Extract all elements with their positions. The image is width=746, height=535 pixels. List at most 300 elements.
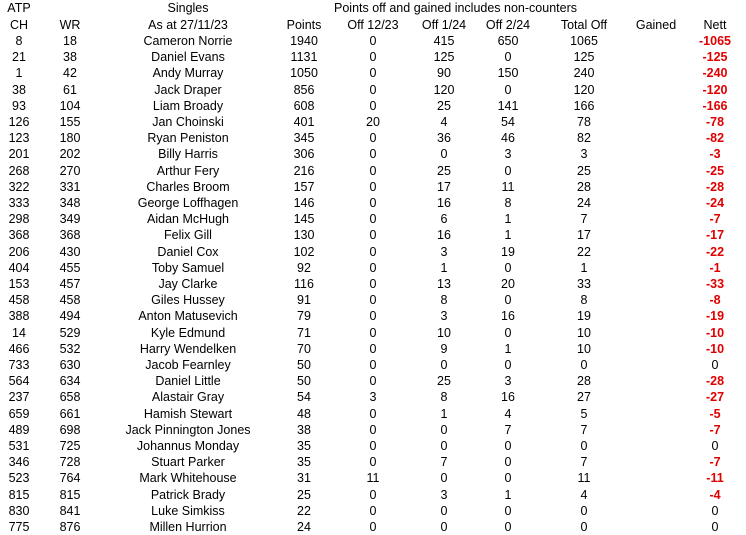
- cell-points: 157: [293, 179, 315, 194]
- table-row: [0, 65, 746, 81]
- cell-nett: -28: [705, 374, 725, 389]
- cell-off-2-24: 3: [504, 147, 512, 162]
- cell-nett: -10: [705, 341, 725, 356]
- points-note: Points off and gained includes non-counters: [334, 1, 577, 15]
- table-row: [0, 454, 746, 470]
- table-row: [0, 276, 746, 292]
- cell-total-off: 120: [573, 82, 595, 97]
- cell-ch: 775: [8, 520, 30, 535]
- cell-off-1-24: 10: [437, 325, 451, 340]
- table-row: [0, 487, 746, 503]
- cell-points: 35: [297, 455, 311, 470]
- cell-gained: [628, 195, 684, 211]
- cell-player-name: Daniel Cox: [157, 244, 219, 259]
- table-row: [0, 389, 746, 405]
- cell-off-12-23: 0: [369, 455, 377, 470]
- cell-off-2-24: 54: [501, 115, 515, 130]
- cell-off-1-24: 16: [437, 196, 451, 211]
- cell-off-2-24: 0: [504, 503, 512, 518]
- cell-total-off: 1065: [570, 34, 598, 48]
- cell-player-name: Ryan Peniston: [147, 131, 229, 146]
- table-row: [0, 373, 746, 389]
- table-row: [0, 211, 746, 227]
- cell-off-12-23: 0: [369, 260, 377, 275]
- cell-gained: [628, 519, 684, 535]
- cell-points: 345: [293, 131, 315, 146]
- cell-player-name: Arthur Fery: [156, 163, 220, 178]
- cell-points: 48: [297, 406, 311, 421]
- cell-wr: 455: [59, 260, 81, 275]
- cell-off-12-23: 0: [369, 406, 377, 421]
- cell-wr: 202: [59, 147, 81, 162]
- cell-wr: 725: [59, 439, 81, 454]
- table-row: [0, 438, 746, 454]
- cell-gained: [628, 211, 684, 227]
- cell-off-12-23: 0: [369, 439, 377, 454]
- cell-nett: -22: [705, 244, 725, 259]
- cell-total-off: 7: [580, 212, 588, 227]
- cell-player-name: Anton Matusevich: [138, 309, 238, 324]
- cell-ch: 201: [8, 147, 30, 162]
- cell-ch: 368: [8, 228, 30, 243]
- cell-nett: 0: [711, 520, 719, 535]
- cell-off-2-24: 0: [504, 520, 512, 535]
- cell-wr: 61: [63, 82, 77, 97]
- cell-nett: -1: [709, 260, 721, 275]
- cell-nett: -28: [705, 179, 725, 194]
- cell-off-2-24: 0: [504, 82, 512, 97]
- cell-points: 116: [294, 277, 314, 292]
- cell-total-off: 0: [580, 520, 588, 535]
- col-ch: CH: [9, 17, 29, 32]
- table-row: [0, 292, 746, 308]
- cell-points: 306: [293, 147, 315, 162]
- cell-nett: -120: [702, 82, 728, 97]
- table-row: [0, 195, 746, 211]
- cell-off-2-24: 8: [504, 196, 512, 211]
- cell-off-2-24: 0: [504, 439, 512, 454]
- cell-wr: 764: [59, 471, 81, 486]
- cell-player-name: Luke Simkiss: [151, 503, 225, 518]
- cell-wr: 104: [59, 98, 81, 113]
- cell-off-1-24: 25: [437, 163, 451, 178]
- cell-points: 31: [297, 471, 311, 486]
- table-row: [0, 82, 746, 98]
- cell-off-1-24: 7: [440, 455, 448, 470]
- cell-total-off: 1: [580, 260, 588, 275]
- cell-off-1-24: 125: [433, 50, 455, 65]
- cell-total-off: 0: [580, 439, 588, 454]
- cell-ch: 466: [8, 341, 30, 356]
- cell-total-off: 3: [580, 147, 588, 162]
- cell-nett: -27: [705, 390, 725, 405]
- cell-off-1-24: 415: [433, 34, 455, 48]
- cell-wr: 18: [63, 34, 77, 48]
- cell-points: 401: [293, 115, 315, 130]
- cell-off-12-23: 0: [369, 34, 377, 48]
- table-row: [0, 519, 746, 535]
- cell-total-off: 0: [580, 503, 588, 518]
- cell-points: 1131: [290, 50, 318, 65]
- cell-off-12-23: 0: [369, 163, 377, 178]
- cell-off-12-23: 0: [369, 309, 377, 324]
- cell-player-name: Billy Harris: [158, 147, 218, 162]
- col-off-2-24: Off 2/24: [485, 17, 531, 32]
- cell-total-off: 19: [577, 309, 591, 324]
- cell-player-name: Stuart Parker: [151, 455, 225, 470]
- cell-nett: -11: [706, 471, 724, 486]
- cell-points: 216: [293, 163, 315, 178]
- cell-gained: [628, 33, 684, 49]
- cell-ch: 346: [8, 455, 30, 470]
- cell-off-1-24: 0: [440, 503, 448, 518]
- cell-off-12-23: 0: [369, 422, 377, 437]
- cell-gained: [628, 146, 684, 162]
- cell-nett: -3: [709, 147, 721, 162]
- cell-points: 50: [297, 358, 311, 373]
- cell-nett: -5: [709, 406, 721, 421]
- cell-ch: 206: [8, 244, 30, 259]
- cell-wr: 270: [59, 163, 81, 178]
- cell-ch: 8: [15, 34, 23, 48]
- cell-total-off: 166: [573, 98, 595, 113]
- col-gained: Gained: [635, 17, 677, 32]
- cell-player-name: Jack Draper: [154, 82, 222, 97]
- cell-player-name: Alastair Gray: [151, 390, 225, 405]
- cell-off-1-24: 0: [440, 471, 448, 486]
- cell-off-12-23: 0: [369, 98, 377, 113]
- cell-player-name: Liam Broady: [152, 98, 224, 113]
- cell-points: 70: [297, 341, 311, 356]
- cell-off-1-24: 6: [440, 212, 448, 227]
- cell-total-off: 7: [580, 422, 588, 437]
- cell-ch: 126: [8, 115, 30, 130]
- cell-wr: 38: [63, 50, 77, 65]
- cell-ch: 322: [8, 179, 30, 194]
- cell-off-2-24: 1: [504, 212, 512, 227]
- cell-nett: -240: [702, 66, 728, 81]
- cell-total-off: 240: [573, 66, 595, 81]
- cell-points: 102: [293, 244, 315, 259]
- cell-off-2-24: 1: [504, 341, 512, 356]
- cell-points: 91: [297, 293, 311, 308]
- cell-off-2-24: 3: [504, 374, 512, 389]
- cell-off-2-24: 0: [504, 455, 512, 470]
- cell-total-off: 8: [580, 293, 588, 308]
- cell-off-2-24: 11: [501, 179, 515, 194]
- singles-label: Singles: [167, 1, 209, 15]
- cell-points: 25: [297, 487, 311, 502]
- cell-points: 79: [297, 309, 311, 324]
- cell-ch: 237: [8, 390, 30, 405]
- cell-off-1-24: 3: [440, 244, 448, 259]
- cell-wr: 457: [59, 277, 81, 292]
- cell-nett: -78: [705, 115, 725, 130]
- cell-off-1-24: 13: [437, 277, 451, 292]
- cell-wr: 728: [59, 455, 81, 470]
- header-row-top: [0, 0, 746, 17]
- cell-off-1-24: 1: [440, 260, 448, 275]
- table-row: [0, 130, 746, 146]
- table-row: [0, 325, 746, 341]
- cell-player-name: Jay Clarke: [158, 277, 218, 292]
- table-row: [0, 260, 746, 276]
- cell-total-off: 28: [577, 374, 591, 389]
- cell-nett: -4: [709, 487, 721, 502]
- cell-off-1-24: 0: [440, 422, 448, 437]
- cell-gained: [628, 82, 684, 98]
- header-row-columns: [0, 17, 746, 34]
- cell-nett: -33: [705, 277, 725, 292]
- table-row: [0, 146, 746, 162]
- cell-nett: -166: [702, 98, 728, 113]
- cell-total-off: 25: [577, 163, 591, 178]
- cell-gained: [628, 487, 684, 503]
- col-wr: WR: [59, 17, 81, 32]
- cell-wr: 180: [59, 131, 81, 146]
- cell-total-off: 7: [580, 455, 588, 470]
- cell-total-off: 27: [577, 390, 591, 405]
- cell-nett: -7: [709, 422, 721, 437]
- cell-total-off: 22: [577, 244, 591, 259]
- cell-gained: [628, 373, 684, 389]
- cell-ch: 21: [12, 50, 26, 65]
- cell-off-12-23: 0: [369, 131, 377, 146]
- cell-total-off: 33: [577, 277, 591, 292]
- table-row: [0, 33, 746, 49]
- cell-total-off: 24: [577, 196, 591, 211]
- cell-ch: 659: [8, 406, 30, 421]
- cell-off-1-24: 120: [433, 82, 455, 97]
- cell-off-2-24: 16: [501, 390, 515, 405]
- cell-wr: 458: [59, 293, 81, 308]
- cell-off-1-24: 90: [437, 66, 451, 81]
- cell-gained: [628, 292, 684, 308]
- cell-off-1-24: 17: [437, 179, 451, 194]
- col-points: Points: [286, 17, 322, 32]
- cell-gained: [628, 325, 684, 341]
- cell-wr: 698: [59, 422, 81, 437]
- cell-gained: [628, 470, 684, 486]
- cell-wr: 331: [59, 179, 81, 194]
- cell-off-2-24: 1: [504, 228, 512, 243]
- cell-nett: -24: [705, 196, 725, 211]
- cell-ch: 388: [8, 309, 30, 324]
- table-row: [0, 357, 746, 373]
- cell-player-name: Jan Choinski: [152, 115, 224, 130]
- table-row: [0, 308, 746, 324]
- cell-off-1-24: 4: [440, 115, 448, 130]
- cell-wr: 155: [59, 115, 81, 130]
- cell-off-2-24: 141: [497, 98, 519, 113]
- cell-ch: 14: [12, 325, 26, 340]
- cell-off-12-23: 20: [366, 115, 380, 130]
- col-off-12-23: Off 12/23: [347, 17, 399, 32]
- cell-off-1-24: 9: [440, 341, 448, 356]
- table-row: [0, 422, 746, 438]
- cell-player-name: George Loffhagen: [137, 196, 239, 211]
- cell-off-1-24: 0: [440, 147, 448, 162]
- cell-off-1-24: 8: [440, 293, 448, 308]
- atp-label: ATP: [7, 1, 31, 15]
- cell-player-name: Mark Whitehouse: [139, 471, 237, 486]
- cell-off-2-24: 0: [504, 471, 512, 486]
- cell-off-2-24: 46: [501, 131, 515, 146]
- cell-off-2-24: 150: [497, 66, 519, 81]
- cell-points: 92: [297, 260, 311, 275]
- cell-gained: [628, 357, 684, 373]
- col-nett: Nett: [703, 17, 727, 32]
- cell-wr: 532: [59, 341, 81, 356]
- cell-ch: 333: [8, 196, 30, 211]
- cell-gained: [628, 114, 684, 130]
- col-off-1-24: Off 1/24: [421, 17, 467, 32]
- cell-gained: [628, 244, 684, 260]
- cell-ch: 830: [8, 503, 30, 518]
- cell-off-2-24: 0: [504, 260, 512, 275]
- cell-off-12-23: 0: [369, 82, 377, 97]
- cell-off-1-24: 0: [440, 439, 448, 454]
- cell-player-name: Patrick Brady: [150, 487, 226, 502]
- cell-player-name: Giles Hussey: [151, 293, 225, 308]
- cell-points: 54: [297, 390, 311, 405]
- table-row: [0, 49, 746, 65]
- cell-off-12-23: 0: [369, 212, 377, 227]
- cell-points: 24: [297, 520, 311, 535]
- cell-nett: -125: [702, 50, 728, 65]
- table-row: [0, 179, 746, 195]
- cell-wr: 368: [59, 228, 81, 243]
- cell-ch: 531: [8, 439, 30, 454]
- table-row: [0, 227, 746, 243]
- cell-off-1-24: 0: [440, 520, 448, 535]
- cell-wr: 494: [59, 309, 81, 324]
- cell-ch: 298: [8, 212, 30, 227]
- cell-wr: 658: [59, 390, 81, 405]
- cell-total-off: 82: [577, 131, 591, 146]
- cell-ch: 404: [8, 260, 30, 275]
- cell-wr: 430: [59, 244, 81, 259]
- cell-points: 1050: [290, 66, 318, 81]
- cell-off-1-24: 8: [440, 390, 448, 405]
- cell-off-2-24: 0: [504, 293, 512, 308]
- cell-ch: 523: [8, 471, 30, 486]
- cell-wr: 661: [59, 406, 81, 421]
- table-row: [0, 406, 746, 422]
- cell-wr: 349: [59, 212, 81, 227]
- cell-off-12-23: 0: [369, 228, 377, 243]
- cell-nett: 0: [711, 439, 719, 454]
- cell-nett: -10: [705, 325, 725, 340]
- cell-total-off: 4: [580, 487, 588, 502]
- cell-wr: 876: [59, 520, 81, 535]
- cell-off-12-23: 0: [369, 179, 377, 194]
- cell-off-1-24: 36: [437, 131, 451, 146]
- cell-off-12-23: 0: [369, 244, 377, 259]
- cell-points: 50: [297, 374, 311, 389]
- cell-off-12-23: 0: [369, 147, 377, 162]
- cell-total-off: 28: [577, 179, 591, 194]
- cell-gained: [628, 98, 684, 114]
- cell-ch: 489: [8, 422, 30, 437]
- cell-off-1-24: 3: [440, 487, 448, 502]
- cell-nett: -82: [705, 131, 725, 146]
- cell-gained: [628, 454, 684, 470]
- cell-nett: -7: [709, 455, 721, 470]
- cell-ch: 458: [8, 293, 30, 308]
- col-total-off: Total Off: [560, 17, 608, 32]
- cell-wr: 841: [59, 503, 81, 518]
- cell-nett: -19: [705, 309, 725, 324]
- col-as-at-date: As at 27/11/23: [148, 17, 228, 32]
- cell-off-2-24: 0: [504, 50, 512, 65]
- cell-ch: 123: [8, 131, 30, 146]
- cell-off-12-23: 0: [369, 520, 377, 535]
- cell-gained: [628, 503, 684, 519]
- cell-off-2-24: 0: [504, 325, 512, 340]
- cell-off-1-24: 0: [440, 358, 448, 373]
- cell-total-off: 10: [577, 341, 591, 356]
- cell-gained: [628, 179, 684, 195]
- cell-wr: 42: [63, 66, 77, 81]
- table-row: [0, 163, 746, 179]
- cell-gained: [628, 308, 684, 324]
- cell-player-name: Daniel Evans: [151, 50, 225, 65]
- cell-gained: [628, 406, 684, 422]
- cell-points: 130: [293, 228, 315, 243]
- cell-off-2-24: 0: [504, 163, 512, 178]
- cell-points: 22: [297, 503, 311, 518]
- cell-points: 146: [293, 196, 315, 211]
- cell-off-2-24: 650: [497, 34, 519, 48]
- cell-total-off: 10: [577, 325, 591, 340]
- cell-ch: 153: [8, 277, 30, 292]
- cell-gained: [628, 49, 684, 65]
- cell-ch: 733: [8, 358, 30, 373]
- cell-wr: 634: [59, 374, 81, 389]
- cell-off-12-23: 0: [369, 487, 377, 502]
- cell-off-12-23: 0: [369, 374, 377, 389]
- cell-off-2-24: 1: [504, 487, 512, 502]
- cell-total-off: 17: [577, 228, 591, 243]
- cell-player-name: Hamish Stewart: [143, 406, 233, 421]
- cell-nett: -17: [705, 228, 725, 243]
- cell-player-name: Harry Wendelken: [139, 341, 237, 356]
- cell-off-1-24: 16: [437, 228, 451, 243]
- cell-player-name: Kyle Edmund: [150, 325, 226, 340]
- cell-total-off: 0: [580, 358, 588, 373]
- cell-off-1-24: 25: [437, 98, 451, 113]
- cell-player-name: Millen Hurrion: [149, 520, 227, 535]
- cell-gained: [628, 163, 684, 179]
- table-row: [0, 244, 746, 260]
- cell-nett: 0: [711, 503, 719, 518]
- cell-off-1-24: 25: [437, 374, 451, 389]
- cell-gained: [628, 389, 684, 405]
- cell-points: 35: [297, 439, 311, 454]
- cell-ch: 815: [8, 487, 30, 502]
- cell-gained: [628, 341, 684, 357]
- cell-ch: 38: [12, 82, 26, 97]
- cell-total-off: 5: [580, 406, 588, 421]
- cell-wr: 348: [59, 196, 81, 211]
- cell-player-name: Jack Pinnington Jones: [125, 422, 251, 437]
- cell-off-1-24: 1: [440, 406, 448, 421]
- cell-wr: 630: [59, 358, 81, 373]
- cell-off-2-24: 16: [501, 309, 515, 324]
- cell-off-12-23: 0: [369, 196, 377, 211]
- cell-gained: [628, 65, 684, 81]
